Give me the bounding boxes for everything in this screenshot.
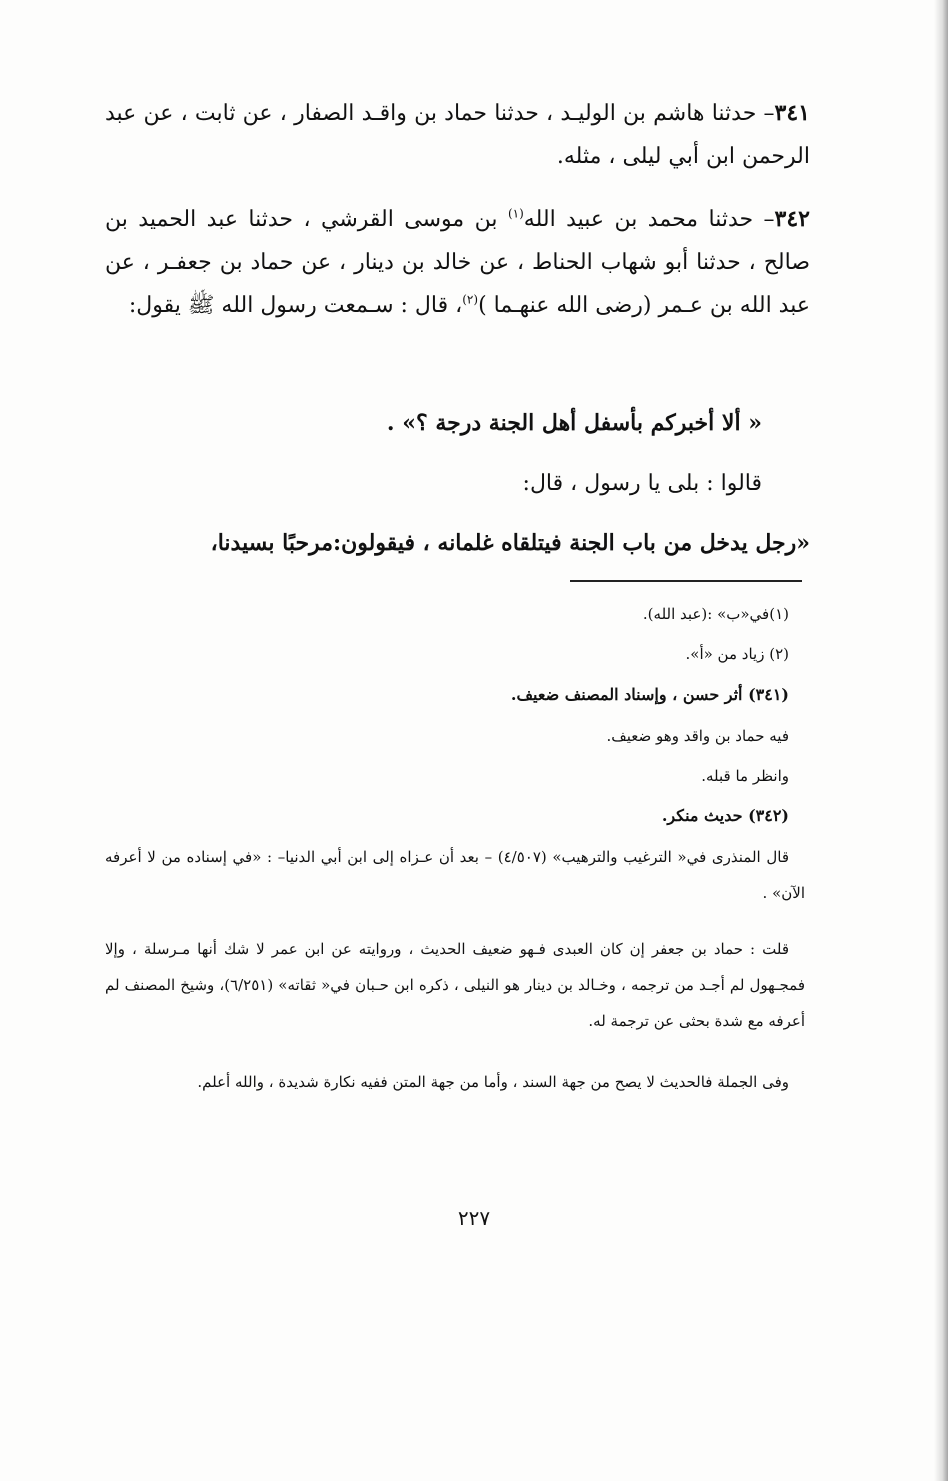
page-edge-shadow (934, 0, 948, 1481)
paragraph-342-text-2: بن موسى القرشي ، حدثنا عبد الحميد بن صالح ، حدثنا أبو شهاب الحناط ، عن خالد بن دينار ، عن حماد بن جعفـر ، عن عبد الله بن عـمر (رضى الله عنهـما ) (105, 207, 810, 318)
paragraph-342-text-3: ، قال : سـمعت رسول الله ﷺ يقول: (128, 293, 463, 318)
footnote-342-mundhiri: قال المنذرى في« الترغيب والترهيب» (٤/٥٠٧) – بعد أن عـزاه إلى ابن أبي الدنيا– : «في إسناده من لا أعرفه الآن» . (105, 848, 805, 902)
footnote-ref-2: (٢) (462, 292, 479, 307)
paragraph-342 (105, 198, 810, 327)
footnote-1: (١)في«ب» :(عبد الله). (642, 605, 789, 623)
paragraph-342-text-1: – حدثنا محمد بن عبيد الله (523, 207, 775, 232)
footnote-342-conclusion: وفى الجملة فالحديث لا يصح من جهة السند ، وأما من جهة المتن ففيه نكارة شديدة ، والله أعلم. (197, 1073, 789, 1091)
footnote-ref-1: (١) (507, 206, 524, 221)
footnote-342-grade: (٣٤٢) حديث منكر. (661, 806, 789, 825)
qalu-line: قالوا : بلى يا رسول ، قال: (522, 471, 762, 496)
page-number: ٢٢٧ (457, 1206, 491, 1230)
paragraph-341-text: – حدثنا هاشم بن الوليـد ، حدثنا حماد بن واقـد الصفار ، عن ثابت ، عن عبد الرحمن ابن أبي ليلى ، مثله. (105, 101, 810, 169)
footnote-341-grade: (٣٤١) أثر حسن ، وإسناد المصنف ضعيف. (510, 685, 789, 704)
hadith-quote-2: «رجل يدخل من باب الجنة فيتلقاه غلمانه ، فيقولون:مرحبًا بسيدنا، (210, 530, 810, 556)
footnote-2: (٢) زياد من «أ». (685, 645, 789, 663)
footnote-separator (570, 580, 802, 582)
footnote-341-note: فيه حماد بن واقد وهو ضعيف. (606, 727, 789, 745)
footnote-341-see: وانظر ما قبله. (701, 767, 789, 785)
footnote-342-comment: قلت : حماد بن جعفر إن كان العبدى فـهو ضعيف الحديث ، وروايته عن ابن عمر لا شك أنها مـرسلة ، وإلا فمجـهول لم أجـد من ترجمه ، وخـالد بن دينار هو النيلى ، ذكره ابن حـبان في« ثقاته» (٦/٢٥١)، وشيخ المصنف لم أعرفه مع شدة بحثى عن ترجمة له. (105, 940, 805, 1030)
hadith-quote-1: « ألا أخبركم بأسفل أهل الجنة درجة ؟» . (386, 410, 762, 436)
paragraph-341 (105, 92, 810, 178)
hadith-number-341: ٣٤١ (774, 100, 810, 126)
hadith-number-342: ٣٤٢ (774, 206, 810, 232)
